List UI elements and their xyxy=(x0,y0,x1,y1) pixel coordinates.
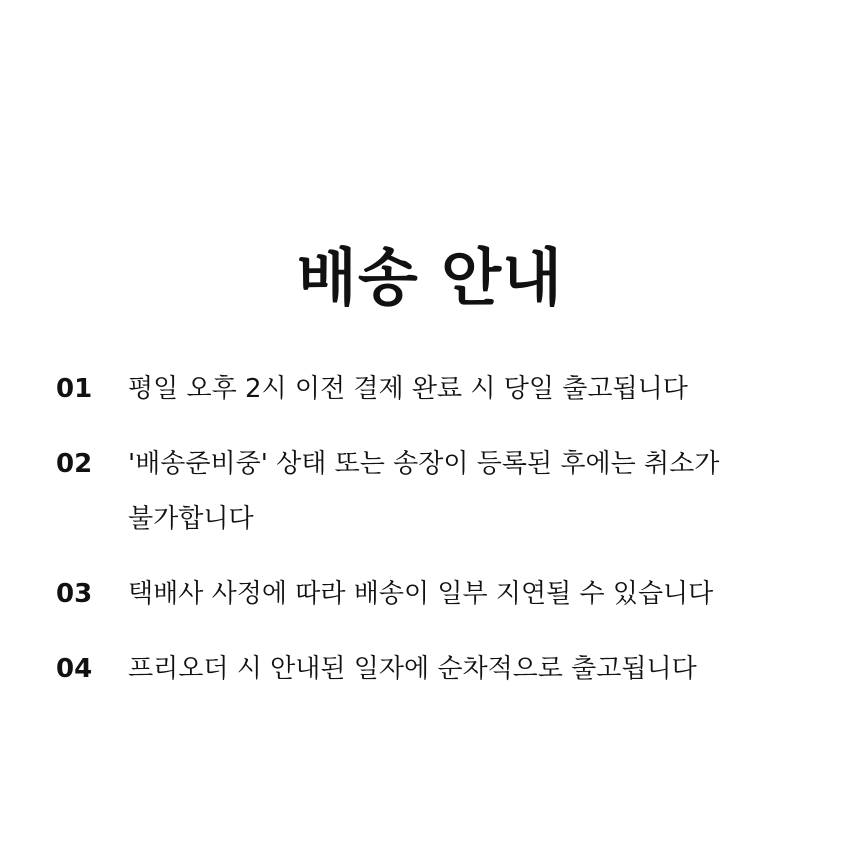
list-item xyxy=(56,567,816,622)
item-text: '배송준비중' 상태 또는 송장이 등록된 후에는 취소가 불가합니다 xyxy=(128,449,720,534)
shipping-notice-list xyxy=(56,362,816,717)
item-number: 03 xyxy=(56,579,93,609)
page-title: 배송 안내 xyxy=(296,240,564,314)
item-text: 택배사 사정에 따라 배송이 일부 지연될 수 있습니다 xyxy=(128,579,714,609)
item-text: 평일 오후 2시 이전 결제 완료 시 당일 출고됩니다 xyxy=(128,374,688,404)
item-number: 04 xyxy=(56,654,93,684)
item-number: 01 xyxy=(56,374,93,404)
item-text: 프리오더 시 안내된 일자에 순차적으로 출고됩니다 xyxy=(128,654,697,684)
list-item xyxy=(56,362,816,417)
list-item xyxy=(56,642,816,697)
item-number: 02 xyxy=(56,449,93,479)
list-item xyxy=(56,437,816,547)
